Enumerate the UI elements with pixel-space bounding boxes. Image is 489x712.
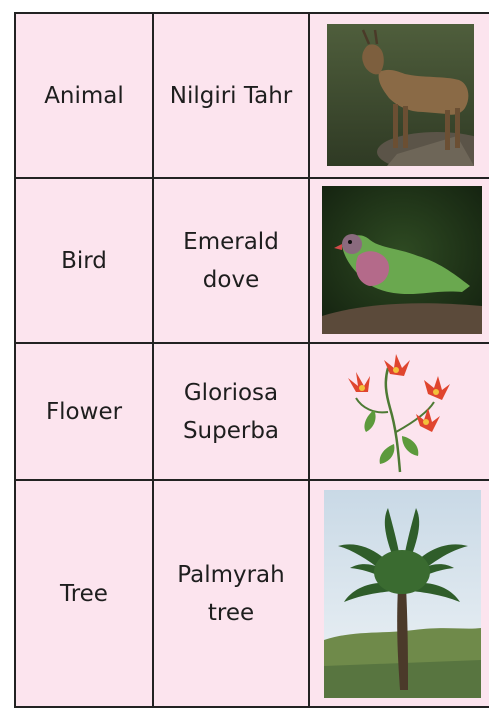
column-divider-2	[308, 12, 310, 708]
category-label: Bird	[61, 247, 107, 274]
symbol-name: Gloriosa Superba	[182, 379, 280, 444]
palmyrah-tree-image	[324, 490, 481, 698]
state-symbols-table	[14, 12, 489, 708]
table-row-tree-category	[16, 481, 152, 706]
table-row-flower-category	[16, 344, 152, 479]
emerald-dove-image	[322, 186, 482, 334]
symbol-name: Emerald dove	[183, 228, 279, 293]
table-border-bottom	[14, 706, 489, 708]
table-row-tree-name	[154, 481, 308, 706]
symbol-name: Nilgiri Tahr	[169, 82, 293, 109]
symbol-name: Palmyrah tree	[177, 561, 285, 626]
table-row-bird-name	[154, 179, 308, 342]
table-row-bird-category	[16, 179, 152, 342]
category-label: Flower	[45, 398, 123, 425]
category-label: Animal	[44, 82, 124, 109]
category-label: Tree	[60, 580, 108, 607]
table-row-flower-name	[154, 344, 308, 479]
gloriosa-superba-image	[344, 352, 456, 474]
nilgiri-tahr-image	[327, 24, 474, 166]
table-row-animal-category	[16, 14, 152, 177]
table-row-animal-name	[154, 14, 308, 177]
